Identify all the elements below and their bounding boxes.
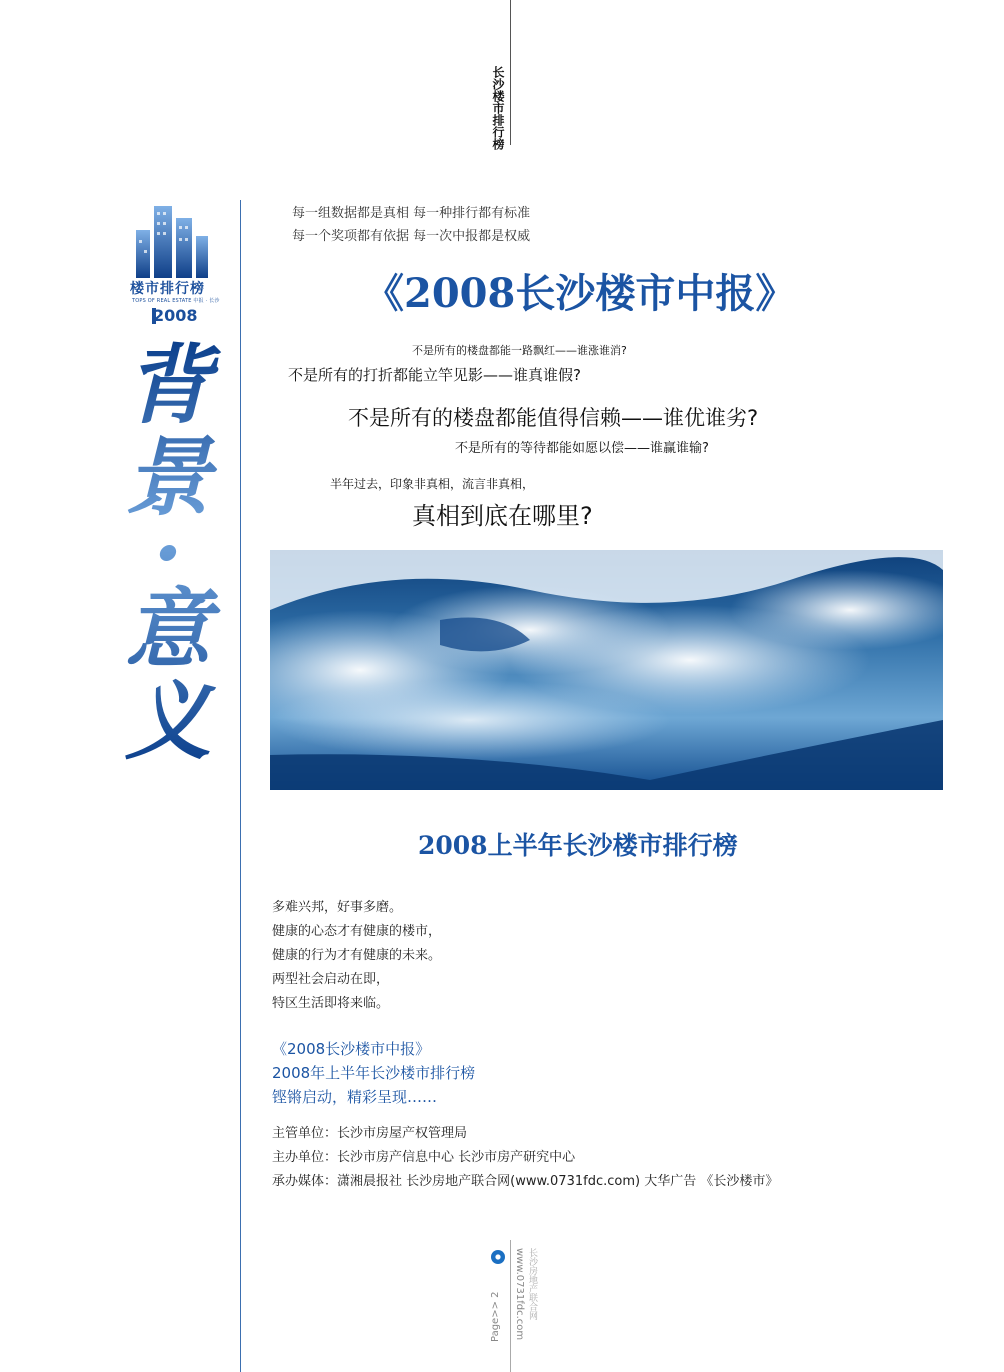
organizer-line: 承办媒体：潇湘晨报社 长沙房地产联合网(www.0731fdc.com) 大华广告 《长沙楼市》 <box>272 1174 779 1189</box>
intro-line-2: 每一个奖项都有依据 每一次中报都是权威 <box>292 229 531 244</box>
section-subtitle: 2008上半年长沙楼市排行榜 <box>418 831 738 860</box>
poem-line: 两型社会启动在即， <box>272 972 390 987</box>
top-divider <box>510 0 511 145</box>
heading-char: 景 <box>125 427 211 528</box>
question-5: 半年过去，印象非真相，流言非真相， <box>330 477 535 491</box>
question-6: 真相到底在哪里? <box>412 502 593 530</box>
announcement-block <box>272 1037 475 1109</box>
footer-site-name: 长沙房地产联合网 <box>527 1248 537 1320</box>
poem-line: 多难兴邦，好事多磨。 <box>272 900 403 915</box>
announcement-line: 《2008长沙楼市中报》 <box>272 1040 431 1058</box>
page-number: Page>> 2 <box>490 1291 501 1342</box>
main-title: 《2008长沙楼市中报》 <box>364 270 796 317</box>
left-divider <box>240 200 241 1372</box>
announcement-line: 2008年上半年长沙楼市排行榜 <box>272 1064 476 1082</box>
question-3: 不是所有的楼盘都能值得信赖——谁优谁劣? <box>348 406 759 430</box>
header-vertical-label: 长沙楼市排行榜 <box>491 66 505 150</box>
question-4: 不是所有的等待都能如愿以偿——谁赢谁输? <box>455 441 709 456</box>
logo-title: 楼市排行榜 <box>130 281 205 297</box>
announcement-line: 铿锵启动，精彩呈现…… <box>272 1088 438 1106</box>
section-heading <box>112 335 224 772</box>
page-marker-icon <box>491 1250 505 1264</box>
organizer-line: 主管单位：长沙市房屋产权管理局 <box>272 1126 468 1141</box>
question-2: 不是所有的打折都能立竿见影——谁真谁假? <box>288 366 581 384</box>
organizers-block <box>272 1122 778 1194</box>
heading-char: · <box>153 503 183 604</box>
logo-subtitle: TOPS OF REAL ESTATE 中报 · 长沙 <box>132 298 220 304</box>
question-1: 不是所有的楼盘都能一路飘红——谁涨谁消? <box>412 344 627 357</box>
heading-char: 义 <box>125 671 211 772</box>
logo-year: 2008 <box>153 306 198 325</box>
intro-line-1: 每一组数据都是真相 每一种排行都有标准 <box>292 206 531 221</box>
heading-char: 意 <box>125 579 211 680</box>
footer-url: www.0731fdc.com <box>514 1248 525 1341</box>
heading-char: 背 <box>125 335 211 436</box>
poem-line: 健康的行为才有健康的未来。 <box>272 948 442 963</box>
poem-line: 特区生活即将来临。 <box>272 996 390 1011</box>
poem-block <box>272 896 441 1016</box>
cloud-sky-image <box>270 550 943 790</box>
footer-divider <box>510 1240 511 1372</box>
organizer-line: 主办单位：长沙市房产信息中心 长沙市房产研究中心 <box>272 1150 576 1165</box>
poem-line: 健康的心态才有健康的楼市， <box>272 924 442 939</box>
